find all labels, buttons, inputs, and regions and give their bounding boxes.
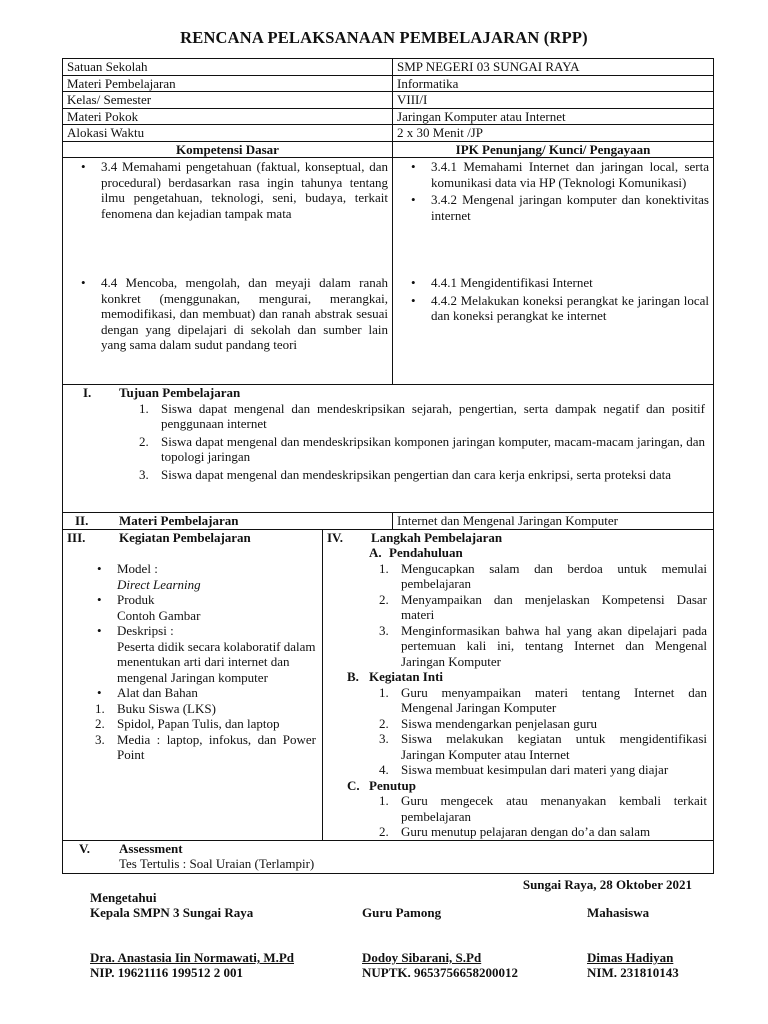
rpp-table [62, 58, 714, 874]
section-number: II. [75, 513, 89, 528]
section-title: Langkah Pembelajaran [371, 529, 503, 545]
tujuan-item: 1. Siswa dapat mengenal dan mendeskripsikan sejarah, pengertian, serta dampak negatif dan positif penggunaan internet [139, 400, 705, 431]
ipk-item: • 3.4.2 Mengenal jaringan komputer dan konektivitas internet [431, 192, 709, 223]
langkah-cell [323, 529, 714, 840]
section-title: Kegiatan Pembelajaran [119, 529, 251, 545]
kegiatan-item: • Alat dan Bahan [117, 685, 316, 701]
step-item: 2. Siswa mendengarkan penjelasan guru [379, 715, 598, 731]
kegiatan-langkah-row [63, 529, 714, 840]
info-value: Informatika [393, 75, 714, 92]
info-label: Materi Pembelajaran [63, 75, 393, 92]
alat-item: 2. Spidol, Papan Tulis, dan laptop [95, 716, 280, 731]
info-value: Jaringan Komputer atau Internet [393, 108, 714, 125]
tujuan-item: 3. Siswa dapat mengenal dan mendeskripsikan pengertian dan cara kerja enkripsi, serta proteksi data [139, 466, 672, 482]
section-title: Tujuan Pembelajaran [119, 385, 241, 400]
kd-item: • 4.4 Mencoba, mengolah, dan meyaji dalam ranah konkret (menggunakan, mengurai, merangkai, memodifikasi, dan membuat) dan ranah abstrak sesuai dengan yang dipelajari di sekolah dan sumber lain yang sama dalam sudut pandang teori [101, 275, 388, 353]
assessment-value: Tes Tertulis : Soal Uraian (Terlampir) [119, 856, 315, 871]
tujuan-heading [67, 385, 705, 401]
document-title: RENCANA PELAKSANAAN PEMBELAJARAN (RPP) [180, 28, 588, 47]
step-item: 3. Menginformasikan bahwa hal yang akan dipelajari pada pertemuan kali ini, tentang Internet dan Mengenal Jaringan Komputer [379, 622, 707, 669]
step-item: 4. Siswa membuat kesimpulan dari materi yang diajar [379, 762, 669, 777]
alat-item: 3. Media : laptop, infokus, dan Power Point [95, 731, 316, 762]
alat-list [67, 701, 318, 763]
mahasiswa-title: Mahasiswa [587, 905, 650, 920]
info-row [63, 108, 714, 125]
ipk-list-4 [397, 275, 709, 324]
materi-label-cell [63, 513, 393, 530]
competency-row [63, 158, 714, 385]
langkah-subsection-b: B. Kegiatan Inti [347, 669, 444, 684]
section-number: III. [67, 529, 86, 545]
info-row [63, 75, 714, 92]
section-title: Assessment [119, 840, 183, 856]
step-item: 1. Guru menyampaikan materi tentang Internet dan Mengenal Jaringan Komputer [379, 684, 707, 715]
kegiatan-list [67, 561, 318, 701]
tujuan-item: 2. Siswa dapat mengenal dan mendeskripsikan komponen jaringan komputer, macam-macam jaringan, dan topologi jaringan [139, 433, 705, 464]
tujuan-row [63, 385, 714, 513]
tujuan-cell [63, 385, 714, 513]
kepala-name: Dra. Anastasia Iin Normawati, M.Pd [90, 950, 295, 965]
info-value: 2 x 30 Menit /JP [393, 125, 714, 142]
step-item: 1. Mengucapkan salam dan berdoa untuk memulai pembelajaran [379, 560, 707, 591]
ipk-item: • 4.4.2 Melakukan koneksi perangkat ke jaringan local dan koneksi perangkat ke internet [431, 293, 709, 324]
materi-row [63, 513, 714, 530]
kegiatan-cell [63, 529, 323, 840]
competency-header-row [63, 141, 714, 158]
kegiatan-item: • Model : Direct Learning [117, 561, 316, 592]
mengetahui-label: Mengetahui [90, 890, 157, 905]
section-number: V. [79, 840, 90, 856]
ipk-cell [393, 158, 714, 385]
info-label: Kelas/ Semester [63, 92, 393, 109]
step-item: 2. Guru menutup pelajaran dengan do’a dan salam [379, 824, 651, 839]
pamong-title: Guru Pamong [362, 905, 442, 920]
kd-item: • 3.4 Memahami pengetahuan (faktual, konseptual, dan procedural) berdasarkan rasa ingin tahunya tentang ilmu pengetahuan, teknologi, seni, budaya, terkait fenomena dan kejadian tampak mata [101, 159, 388, 275]
kd-cell [63, 158, 393, 385]
info-value: SMP NEGERI 03 SUNGAI RAYA [393, 59, 714, 76]
alat-item: 1. Buku Siswa (LKS) [95, 700, 216, 716]
info-row [63, 92, 714, 109]
kd-list [67, 159, 388, 353]
kegiatan-item: • Produk Contoh Gambar [117, 592, 316, 623]
ipk-header: IPK Penunjang/ Kunci/ Pengayaan [393, 141, 714, 158]
section-number: I. [83, 385, 92, 400]
assessment-row [63, 840, 714, 873]
info-row [63, 125, 714, 142]
ipk-item: • 4.4.1 Mengidentifikasi Internet [431, 275, 709, 291]
step-item: 1. Guru mengecek atau menanyakan kembali terkait pembelajaran [379, 793, 707, 824]
place-date: Sungai Raya, 28 Oktober 2021 [522, 877, 692, 892]
mahasiswa-id: NIM. 231810143 [587, 965, 679, 980]
info-label: Alokasi Waktu [63, 125, 393, 142]
step-item: 3. Siswa melakukan kegiatan untuk mengidentifikasi Jaringan Komputer atau Internet [379, 731, 707, 762]
pendahuluan-list [327, 561, 707, 670]
mahasiswa-name: Dimas Hadiyan [587, 950, 674, 965]
ipk-list-3 [397, 159, 709, 275]
pamong-id: NUPTK. 9653756658200012 [362, 965, 518, 980]
pamong-name: Dodoy Sibarani, S.Pd [362, 950, 482, 965]
kegiatan-item: • Deskripsi : Peserta didik secara kolaboratif dalam menentukan arti dari internet dan mengenal Jaringan komputer [117, 623, 316, 685]
kepala-id: NIP. 19621116 199512 2 001 [90, 965, 244, 980]
info-row [63, 59, 714, 76]
section-title: Materi Pembelajaran [119, 513, 239, 528]
section-number: IV. [327, 529, 344, 545]
inti-list [327, 685, 707, 778]
tujuan-list [67, 401, 705, 483]
info-label: Satuan Sekolah [63, 59, 393, 76]
materi-value: Internet dan Mengenal Jaringan Komputer [393, 513, 714, 530]
langkah-subsection-c: C. Penutup [347, 777, 416, 793]
info-value: VIII/I [393, 92, 714, 109]
kd-header: Kompetensi Dasar [63, 141, 393, 158]
info-label: Materi Pokok [63, 108, 393, 125]
step-item: 2. Menyampaikan dan menjelaskan Kompetensi Dasar materi [379, 591, 707, 622]
ipk-item: • 3.4.1 Memahami Internet dan jaringan local, serta komunikasi data via HP (Teknologi Komunikasi) [431, 159, 709, 190]
kepala-title: Kepala SMPN 3 Sungai Raya [90, 905, 254, 920]
assessment-cell [63, 840, 714, 873]
langkah-subsection-a: A. Pendahuluan [369, 545, 463, 560]
penutup-list [327, 793, 707, 840]
